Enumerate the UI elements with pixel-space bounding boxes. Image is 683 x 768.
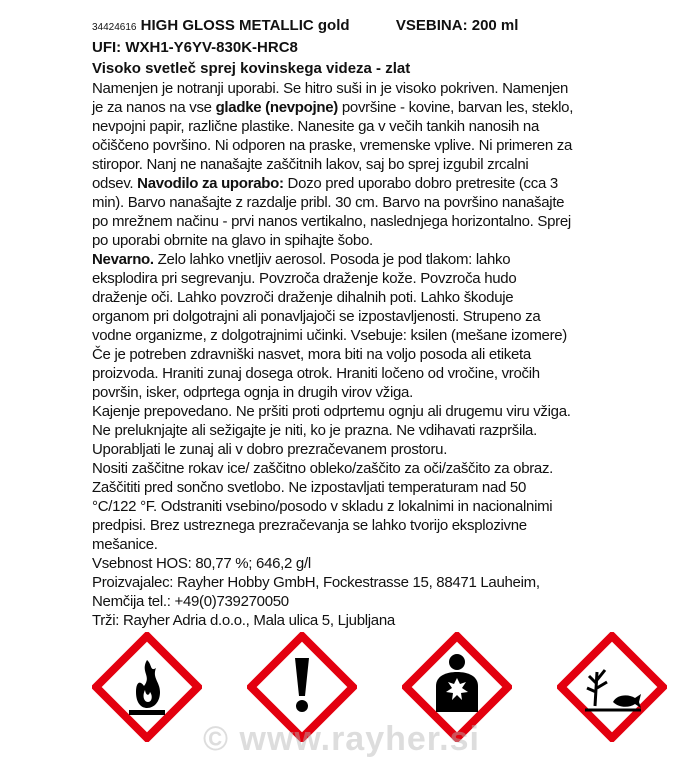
body-line: odsev. Navodilo za uporabo: Dozo pred uporabo dobro pretresite (cca 3 <box>92 175 558 192</box>
body-line: Nemčija tel.: +49(0)739270050 <box>92 593 289 610</box>
body-line: eksplodira pri segrevanju. Povzroča draženje kože. Povzroča hudo <box>92 270 517 287</box>
body-line: proizvoda. Hraniti zunaj dosega otrok. Hraniti ločeno od vročine, vročih <box>92 365 540 382</box>
body-line: očiščeno površino. Ni odporen na praske, vremenske vplive. Ni primeren za <box>92 137 573 154</box>
body-line: Vsebnost HOS: 80,77 %; 646,2 g/l <box>92 555 311 572</box>
body-line: Kajenje prepovedano. Ne pršiti proti odprtemu ognju ali drugemu viru vžiga. <box>92 403 571 420</box>
subtitle: Visoko svetleč sprej kovinskega videza - zlat <box>92 60 411 77</box>
product-code: 34424616 <box>92 22 137 33</box>
body-line: po mrežnem načinu - prvi nanos vertikalno, naslednjega horizontalno. Sprej <box>92 213 571 230</box>
body-line: Ne preluknjajte ali sežigajte je niti, ko je prazna. Ne vdihavati razpršila. <box>92 422 537 439</box>
header-line <box>92 17 518 35</box>
body-line: °C/122 °F. Odstraniti vsebino/posodo v skladu z lokalnimi in nacionalnimi <box>92 498 553 515</box>
body-line: nevpojni papir, različne plastike. Nanesite ga v večih tankih nanosih na <box>92 118 540 135</box>
body-line: Nevarno. Zelo lahko vnetljiv aerosol. Posoda je pod tlakom: lahko <box>92 251 511 268</box>
body-line: Uporabljati le zunaj ali v dobro prezračevanem prostoru. <box>92 441 448 458</box>
product-name: HIGH GLOSS METALLIC gold <box>140 17 350 34</box>
content-volume: VSEBINA: 200 ml <box>395 17 519 34</box>
body-line: Proizvajalec: Rayher Hobby GmbH, Fockestrasse 15, 88471 Lauheim, <box>92 574 540 591</box>
body-line: organom pri dolgotrajni ali ponavljajoči se izpostavljenosti. Strupeno za <box>92 308 541 325</box>
body-line: predpisi. Brez ustreznega prezračevanja se lahko tvorijo eksplozivne <box>92 517 527 534</box>
body-line: min). Barvo nanašajte z razdalje pribl. 30 cm. Barvo na površino nanašajte <box>92 194 565 211</box>
body-line: površin, isker, odprtega ognja in drugih virov vžiga. <box>92 384 413 401</box>
body-line: vodne organizme, z dolgotrajnimi učinki. Vsebuje: ksilen (mešane izomere) <box>92 327 567 344</box>
body-line: mešanice. <box>92 536 158 553</box>
body-line: Nositi zaščitne rokav ice/ zaščitno obleko/zaščito za oči/zaščito za obraz. <box>92 460 554 477</box>
watermark: © www.rayher.si <box>203 720 480 758</box>
body-line: Če je potreben zdravniški nasvet, mora biti na voljo posoda ali etiketa <box>92 346 531 363</box>
body-line: stiropor. Nanj ne nanašajte zaščitnih lakov, saj bo sprej izgubil zrcalni <box>92 156 529 173</box>
ufi-code: UFI: WXH1-Y6YV-830K-HRC8 <box>92 39 298 56</box>
body-line: je za nanos na vse gladke (nevpojne) površine - kovine, barvan les, steklo, <box>92 99 574 116</box>
body-line: Namenjen je notranji uporabi. Se hitro suši in je visoko pokriven. Namenjen <box>92 80 569 97</box>
body-line: draženje oči. Lahko povzroči draženje dihalnih poti. Lahko škoduje <box>92 289 514 306</box>
body-line: po uporabi obrnite na glavo in spihajte šobo. <box>92 232 373 249</box>
body-line: Trži: Rayher Adria d.o.o., Mala ulica 5, Ljubljana <box>92 612 395 629</box>
body-line: Zaščititi pred sončno svetlobo. Ne izpostavljati temperaturam nad 50 <box>92 479 526 496</box>
